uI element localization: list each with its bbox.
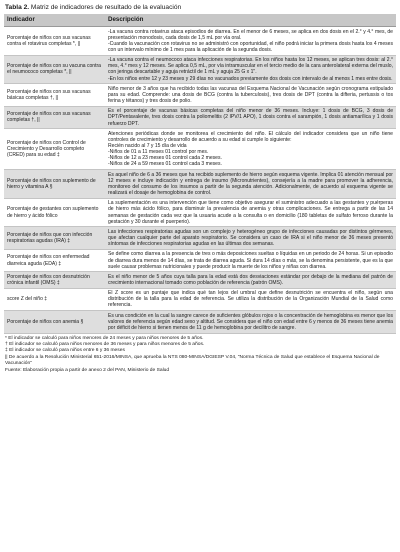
- footnote: ‡ El indicador se calculó para niños entre 6 y 36 meses: [5, 348, 125, 354]
- indicator-cell: Porcentaje de niños con su vacuna contra el neumococo completas *, ||: [4, 55, 105, 84]
- table-header: [4, 14, 396, 27]
- description-cell: [105, 288, 396, 310]
- table-row: [4, 249, 396, 271]
- table-row: [4, 84, 396, 106]
- description-line: -En los niños entre 12 y 23 meses y 29 días no vacunados previamente dos dosis con intervalo de al menos 1 mes entre dosis.: [108, 75, 393, 82]
- description-line: -Cuando la vacunación con rotavirus no se administró con oportunidad, el niño podrá iniciar la primera dosis hasta los 4 meses con un intervalo mínimo de 1 mes para la aplicación de la segunda dosis.: [108, 40, 393, 53]
- description-cell: [105, 311, 396, 333]
- description-line: Se define como diarrea a la presencia de tres o más deposiciones sueltas o líquidas en un periodo de 24 horas. Si un episodio de diarrea dura menos de 14 días, se trata de diarrea aguda. Si dura 14 días o más, se la denomina persistente, que es la que suele causar problemas nutricionales y puede producir la muerte de los niños y niñas con diarrea.: [108, 251, 393, 270]
- description-cell: [105, 84, 396, 106]
- table-caption: [5, 3, 396, 12]
- footnote: Fuente: Elaboración propia a partir de anexo 2 del PAN, Ministerio de Salud: [5, 367, 170, 373]
- description-cell: [105, 170, 396, 199]
- description-cell: [105, 227, 396, 249]
- description-line: La suplementación es una intervención que tiene como objetivo asegurar el suministro adecuado a las gestantes y puérperas de hierro más ácido fólico, para disminuir la prevalencia de anemia y otras complicaciones. Se entrega a partir de las 14 semanas de gestación cada vez que la usuaria acude a la consulta o en domicilio (180 tabletas de sulfato ferroso durante la gestación y 30 durante el puerperio).: [108, 200, 393, 225]
- description-line: Recién nacido al 7 y 15 día de vida: [108, 143, 187, 149]
- caption-label: Tabla 2.: [5, 4, 30, 11]
- table-row: [4, 170, 396, 199]
- header-indicator: Indicador: [4, 14, 105, 27]
- description-line: Atenciones periódicas donde se monitorea el crecimiento del niño. El cálculo del indicador considera que un niño tiene controles de crecimiento y desarrollo de acuerdo a su edad si cumple lo siguiente:: [108, 130, 393, 143]
- description-line: Niño menor de 3 años que ha recibido todas las vacunas del Esquema Nacional de Vacunación según cronograma estipulado para su edad. Comprende: una dosis de BCG (contra la tuberculosis), tres dosis de DPT (contra la difteria, pertussis o tos ferina y tétanos) y tres dosis de polio.: [108, 85, 393, 105]
- indicator-cell: Porcentaje de niños con sus vacunas contra el rotavirus completas *, ||: [4, 27, 105, 56]
- indicator-cell: Porcentaje de niños con enfermedad diarreica aguda (EDA) ‡: [4, 249, 105, 271]
- table-row: [4, 198, 396, 227]
- caption-text: Matriz de indicadores de resultado de la evaluación: [29, 4, 182, 11]
- description-line: Es el niño menor de 5 años cuya talla para la edad está dos desviaciones estándar por debajo de la mediana del patrón de crecimiento internacional tomado como población de referencia (patrón OMS).: [108, 273, 393, 286]
- description-line: -La vacuna contra el neumococo ataca infecciones respiratorias. En los niños hasta los 12 meses, se aplican tres dosis: al 2.° mes, 4.° mes y 12 meses. Se aplica 0,5 mL, por vía intramuscular en el tercio medio de la cara anterolateral externa del muslo, con jeringa descartable y aguja retráctil de 1 mL y aguja 25 G x 1".: [108, 57, 393, 76]
- table-body: [4, 27, 396, 334]
- indicator-cell: Porcentaje de niños con sus vacunas básicas completas †, ||: [4, 84, 105, 106]
- footnote: † El indicador se calculó para niños menores de 36 meses y para niños menores de 5 años.: [5, 341, 205, 347]
- table-row: [4, 311, 396, 333]
- description-line: Las infecciones respiratorias agudas son un complejo y heterogéneo grupo de infecciones causadas por distintos gérmenes, que afectan cualquier parte del aparato respiratorio. Se considera un caso de IRA si el niño menor de 36 meses presentó síntomas de infecciones respiratorias agudas en las últimas dos semanas.: [108, 228, 393, 248]
- description-line: El Z score es un puntaje que indica qué tan lejos del umbral que define desnutrición se encuentra el niño, según una distribución de la talla para la edad de referencia. Se utiliza la distribución de la Organización Mundial de la Salud como referencia.: [108, 290, 393, 309]
- description-line: Es el porcentaje de vacunas básicas completas del niño menor de 36 meses. Incluye: 1 dosis de BCG, 3 dosis de DPT/Pentavalente, tres dosis contra la poliomelitis (2 IPV/1 APO), 1 dosis contra el sarampión, 1 dosis antiamarílica y 1 dosis refuerzo DPT.: [108, 108, 393, 127]
- description-cell: [105, 272, 396, 288]
- indicator-cell: Porcentaje de niños con anemia §: [4, 311, 105, 333]
- indicator-cell: Porcentaje de niños que con infección respiratorias agudas (IRA) ‡: [4, 227, 105, 249]
- description-line: Es una condición en la cual la sangre carece de suficientes glóbulos rojos o la concentración de hemoglobina es menor que los valores de referencia según edad sexo y altitud. Se considera que el niño con edad entre 6 y menos de 36 meses tiene anemia por déficit de hierro si tienen menos de 11 g de hemoglobina por decilitro de sangre.: [108, 312, 393, 331]
- indicator-cell: Porcentaje de niños con suplemento de hierro y vitamina A §: [4, 170, 105, 199]
- description-cell: [105, 27, 396, 56]
- description-cell: [105, 55, 396, 84]
- header-description: Descripción: [105, 14, 396, 27]
- description-line: Es aquel niño de 6 a 36 meses que ha recibido suplemento de hierro según esquema vigente. Implica 01 atención mensual por 12 meses e incluye indicación y entrega de insumo (Micronutrientes), consejería a la madre para promover la adherencia, monitoreo del consumo de los insumos a partir de la segunda atención. Adicionalmente, de acuerdo al esquema vigente se realizará el dosaje de hemoglobina de control.: [108, 171, 393, 197]
- indicator-cell: Porcentaje de niños con desnutrición crónica infantil (OMS) ‡: [4, 272, 105, 288]
- footnote: || De acuerdo a la Resolución Ministerial 651-2016/MINSA, que aprueba la NTS 080-MINSA/DGIESP V.04, "Norma Técnica de Salud que establece el Esquema Nacional de Vacunación": [5, 354, 380, 367]
- description-cell: [105, 198, 396, 227]
- footnote: * El indicador se calculó para niños menores de 24 meses y para niños menores de 5 años.: [5, 335, 204, 341]
- table-row: [4, 129, 396, 170]
- description-cell: [105, 249, 396, 271]
- description-line: -La vacuna contra rotavirus ataca episodios de diarrea. En el menor de 6 meses, se aplica en dos dosis en el 2.° y 4.° mes, de presentación monodosis, cada dosis de 1,5 mL por vía oral.: [108, 28, 393, 41]
- indicators-table: [4, 14, 396, 334]
- indicator-cell: Porcentaje de niños con sus vacunas completas †, ||: [4, 106, 105, 128]
- table-row: [4, 227, 396, 249]
- indicator-cell: Porcentaje de niños con Control de Crecimiento y Desarrollo completo (CRED) para su edad ‡: [4, 129, 105, 170]
- table-row: [4, 27, 396, 56]
- description-line: -Niños de 24 a 59 meses 01 control cada 3 meses.: [108, 161, 222, 168]
- description-cell: [105, 106, 396, 128]
- description-line: -Niños de 01 a 11 meses 01 control por mes.: [108, 149, 209, 156]
- description-line: -Niños de 12 a 23 meses 01 control cada 2 meses.: [108, 155, 222, 162]
- table-row: [4, 288, 396, 310]
- description-cell: [105, 129, 396, 170]
- header-row: [4, 14, 396, 27]
- table-row: [4, 106, 396, 128]
- indicator-cell: score Z del niño ‡: [4, 288, 105, 310]
- table-row: [4, 55, 396, 84]
- indicator-cell: Porcentaje de gestantes con suplemento de hierro y ácido fólico: [4, 198, 105, 227]
- table-row: [4, 272, 396, 288]
- table-footnotes: [4, 336, 396, 374]
